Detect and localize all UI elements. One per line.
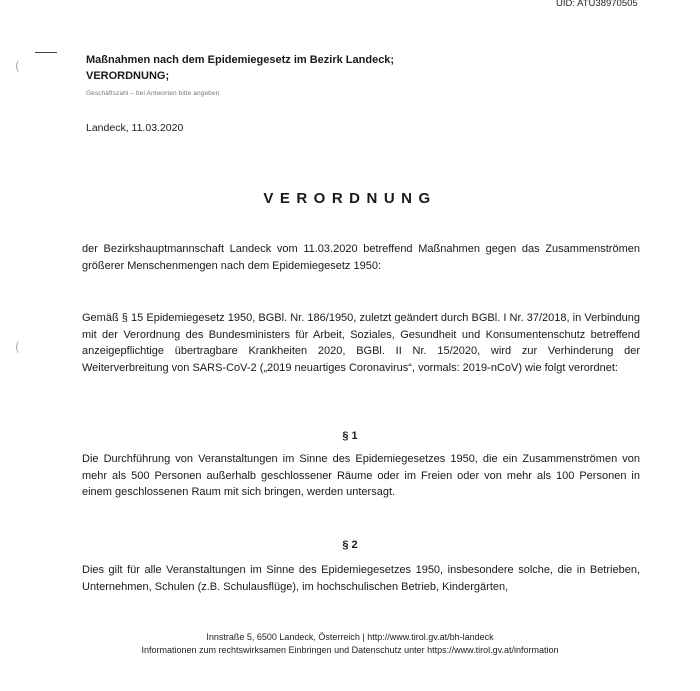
reference-hint: Geschäftszahl – bei Antworten bitte angeben <box>86 90 220 97</box>
section-2-text: Dies gilt für alle Veranstaltungen im Sinne des Epidemiegesetzes 1950, insbesondere solche, die in Betrieben, Unternehmen, Schulen (z.B. Schulausflüge), im hochschulischen Betrieb, Kindergärten, <box>82 564 640 593</box>
document-subject <box>86 52 394 84</box>
section-1-text: Die Durchführung von Veranstaltungen im Sinne des Epidemiegesetzes 1950, die ein Zusammenströmen von mehr als 500 Personen außerhalb geschlossener Räume oder im Freien oder von mehr als 100 Personen in einem geschlossenen Raum mit sich bringen, werden untersagt. <box>82 453 640 499</box>
document-title: VERORDNUNG <box>263 190 437 207</box>
punch-hole-mark: ( <box>15 340 20 354</box>
intro-paragraph: der Bezirkshauptmannschaft Landeck vom 11.03.2020 betreffend Maßnahmen gegen das Zusammenströmen größerer Menschenmengen nach dem Epidemiegesetz 1950: <box>82 243 640 272</box>
subject-line: Maßnahmen nach dem Epidemiegesetz im Bezirk Landeck; <box>86 54 395 66</box>
fold-mark-dash <box>35 52 57 53</box>
document-date: Landeck, 11.03.2020 <box>86 122 184 134</box>
footer-info: Informationen zum rechtswirksamen Einbringen und Datenschutz unter https://www.tirol.gv.at/information <box>141 644 559 655</box>
subject-line: VERORDNUNG; <box>86 70 170 82</box>
uid-number: UID: ATU38970505 <box>556 0 638 9</box>
section-2-heading: § 2 <box>342 539 358 551</box>
footer-address: Innstraße 5, 6500 Landeck, Österreich | http://www.tirol.gv.at/bh-landeck <box>206 632 494 642</box>
section-1-heading: § 1 <box>342 430 358 442</box>
punch-hole-mark: ( <box>15 59 20 73</box>
legal-basis-paragraph: Gemäß § 15 Epidemiegesetz 1950, BGBl. Nr. 186/1950, zuletzt geändert durch BGBl. I Nr. 37/2018, in Verbindung mit der Verordnung des Bundesministers für Arbeit, Soziales, Gesundheit und Konsumentenschutz betreffend anzeigepflichtige übertragbare Krankheiten 2020, BGBl. II Nr. 15/2020, wird zur Verhinderung der Weiterverbreitung von SARS-CoV-2 („2019 neuartiges Coronavirus“, vormals: 2019-nCoV) wie folgt verordnet: <box>82 312 640 374</box>
page-footer <box>0 631 700 656</box>
